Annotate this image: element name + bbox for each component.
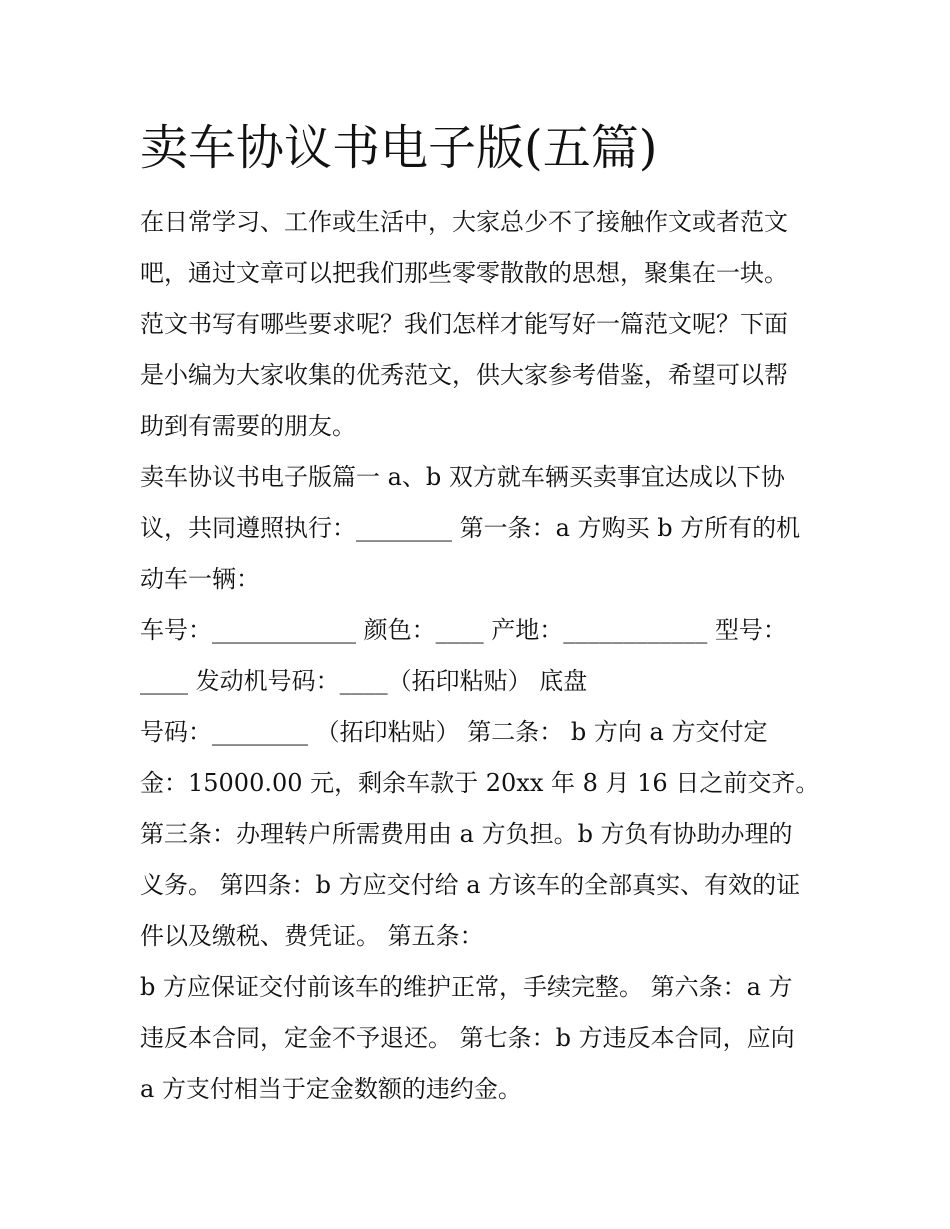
text-line: 助到有需要的朋友。 — [140, 412, 356, 440]
text-line: 号码：________ （拓印粘贴） 第二条： b 方向 a 方交付定 — [140, 718, 768, 746]
text-line: 在日常学习、工作或生活中，大家总少不了接触作文或者范文 — [140, 208, 788, 236]
text-line: 卖车协议书电子版篇一 a、b 双方就车辆买卖事宜达成以下协 — [140, 463, 785, 491]
text-line: ____ 发动机号码：____（拓印粘贴） 底盘 — [140, 667, 588, 695]
text-line: 第三条：办理转户所需费用由 a 方负担。b 方负有协助办理的 — [140, 820, 793, 848]
text-line: 车号：____________ 颜色：____ 产地：____________ 型号： — [140, 616, 787, 644]
text-line: 件以及缴税、费凭证。 第五条： — [140, 922, 484, 950]
text-line: 违反本合同，定金不予退还。 第七条：b 方违反本合同，应向 — [140, 1024, 795, 1052]
text-line: a 方支付相当于定金数额的违约金。 — [140, 1075, 522, 1103]
text-line: 范文书写有哪些要求呢？我们怎样才能写好一篇范文呢？下面 — [140, 310, 788, 338]
text-line: 金：15000.00 元，剩余车款于 20xx 年 8 月 16 日之前交齐。 — [140, 769, 820, 797]
text-line: 议，共同遵照执行：________ 第一条：a 方购买 b 方所有的机 — [140, 514, 801, 542]
text-line: 是小编为大家收集的优秀范文，供大家参考借鉴，希望可以帮 — [140, 361, 788, 389]
text-line: 义务。 第四条：b 方应交付给 a 方该车的全部真实、有效的证 — [140, 871, 801, 899]
text-line: 吧，通过文章可以把我们那些零零散散的思想，聚集在一块。 — [140, 259, 788, 287]
text-line: b 方应保证交付前该车的维护正常，手续完整。 第六条：a 方 — [140, 973, 793, 1001]
document-title: 卖车协议书电子版(五篇) — [140, 120, 658, 176]
text-line: 动车一辆： — [140, 565, 260, 593]
